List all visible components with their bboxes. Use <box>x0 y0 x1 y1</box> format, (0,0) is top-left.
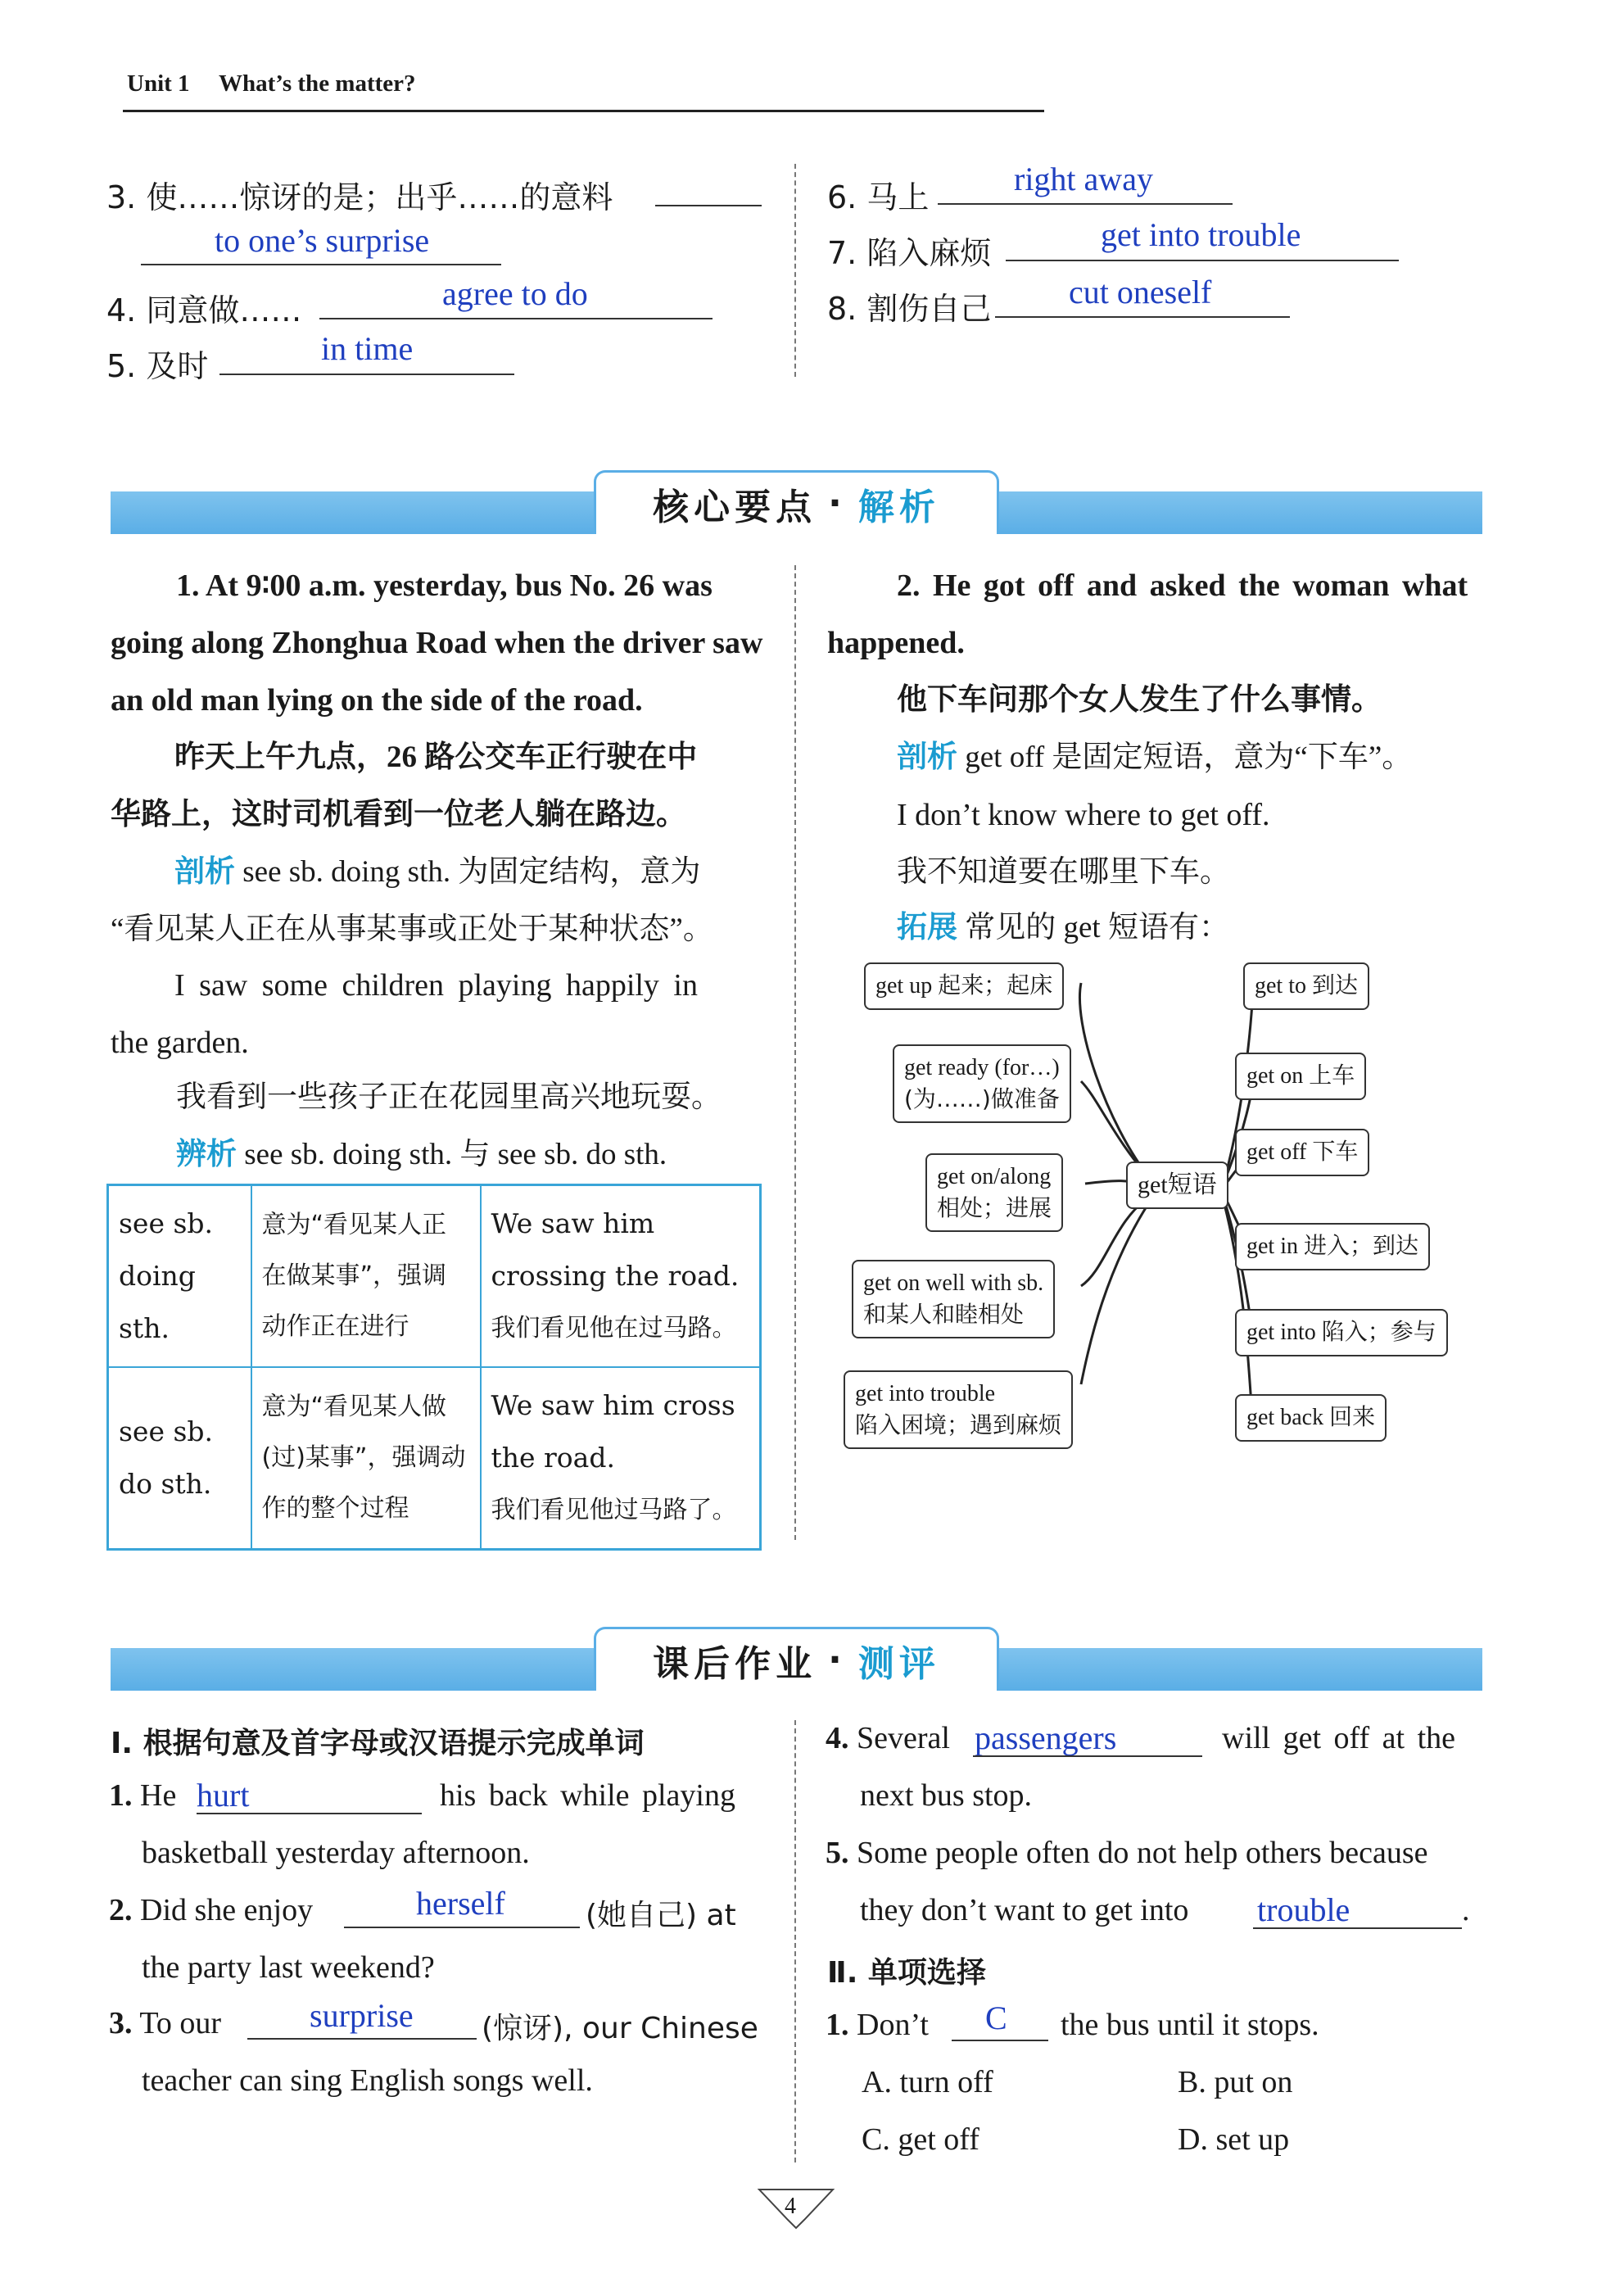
vocab-prompt-4: 4. 同意做…… <box>106 292 302 328</box>
ex1-q1-answer[interactable]: hurt <box>197 1777 250 1814</box>
extend-label: 拓展 <box>897 911 957 944</box>
point2-translation: 他下车问那个女人发生了什么事情。 <box>897 683 1382 717</box>
mindmap-get-into: get into 陷入；参与 <box>1235 1309 1448 1356</box>
ex1-q5-answer[interactable]: trouble <box>1257 1891 1350 1928</box>
point2-example-cn: 我不知道要在哪里下车。 <box>897 855 1230 889</box>
table-cell-example: We saw him cross the road. 我们看见他过马路了。 <box>481 1367 761 1550</box>
vocab-answer-6: right away <box>1014 161 1153 197</box>
vocab-divider <box>794 164 796 377</box>
point2-extend: 拓展 常见的 get 短语有： <box>897 911 1229 944</box>
table-cell-example: We saw him crossing the road. 我们看见他在过马路。 <box>481 1185 761 1368</box>
ex1-q1-post: his back while playing <box>440 1778 735 1813</box>
ex1-q4: 4. Several <box>826 1721 950 1755</box>
point1-example-cn: 我看到一些孩子正在花园里高兴地玩耍。 <box>176 1080 722 1114</box>
vocab-blank-3b[interactable] <box>141 264 501 265</box>
exercise-divider <box>794 1720 796 2162</box>
ex1-q4-post: will get off at the <box>1222 1721 1456 1755</box>
table-cell-structure: see sb. do sth. <box>108 1367 251 1550</box>
vocab-blank-7[interactable] <box>1006 260 1399 261</box>
vocab-answer-7: get into trouble <box>1101 216 1301 253</box>
page-number: 4 <box>785 2194 796 2219</box>
ex1-q2-blank[interactable] <box>344 1927 580 1928</box>
comparison-table <box>106 1184 762 1551</box>
analysis-label: 剖析 <box>174 855 235 889</box>
point1-translation: 昨天上午九点，26 路公交车正行驶在中 华路上，这时司机看到一位老人躺在路边。 <box>111 740 698 831</box>
point2-sentence: 2. He got off and asked the woman what happened. <box>827 568 1468 660</box>
ex2-q1: 1. Don’t <box>826 2008 929 2042</box>
ex1-q4-blank[interactable] <box>973 1755 1202 1757</box>
exercise1-heading: Ⅰ. 根据句意及首字母或汉语提示完成单词 <box>111 1727 645 1760</box>
table-row <box>108 1367 761 1550</box>
ex2-q1-post: the bus until it stops. <box>1061 2008 1319 2042</box>
ex1-q2: 2. Did she enjoy <box>109 1893 314 1927</box>
vocab-answer-3: to one’s surprise <box>215 222 430 259</box>
ex1-q3-line2: teacher can sing English songs well. <box>142 2063 593 2098</box>
vocab-blank-5[interactable] <box>219 374 514 375</box>
table-row <box>108 1185 761 1368</box>
vocab-answer-4: agree to do <box>442 275 588 312</box>
mindmap-center: get短语 <box>1126 1162 1228 1209</box>
table-cell-meaning: 意为“看见某人正在做某事”，强调动作正在进行 <box>251 1185 481 1368</box>
mindmap-get-on-along: get on/along 相处；进展 <box>925 1153 1063 1232</box>
compare-label: 辨析 <box>176 1138 237 1171</box>
vocab-prompt-7: 7. 陷入麻烦 <box>827 235 992 271</box>
point1-example: I saw some children playing happily in the garden. <box>111 968 698 1060</box>
vocab-blank-3a[interactable] <box>655 205 762 206</box>
vocab-prompt-6: 6. 马上 <box>827 179 930 215</box>
point2-example: I don’t know where to get off. <box>897 798 1270 832</box>
vocab-prompt-5: 5. 及时 <box>106 348 209 384</box>
point2-analysis: 剖析 get off 是固定短语，意为“下车”。 <box>897 740 1413 774</box>
analysis-label-2: 剖析 <box>897 740 957 774</box>
ex2-q1-answer[interactable]: C <box>985 1999 1007 2036</box>
section-title-1: 核心要点 · 解析 <box>594 470 999 534</box>
ex1-q3-post: (惊讶), our Chinese <box>482 2012 758 2045</box>
ex1-q5-post: . <box>1462 1893 1470 1927</box>
header-rule <box>123 110 1044 112</box>
mindmap-get-on: get on 上车 <box>1235 1053 1366 1100</box>
page-number-badge <box>755 2185 837 2235</box>
mindmap-get-on-well: get on well with sb. 和某人和睦相处 <box>852 1260 1055 1338</box>
ex1-q3: 3. To our <box>109 2006 222 2040</box>
ex1-q1: 1. He <box>109 1778 177 1813</box>
ex1-q5-line2: they don’t want to get into <box>860 1893 1189 1927</box>
point1-analysis: 剖析 see sb. doing sth. 为固定结构，意为 “看见某人正在从事某事或正处于某种状态”。 <box>111 855 713 946</box>
mindmap-get-up: get up 起来；起床 <box>864 962 1064 1010</box>
vocab-prompt-8: 8. 割伤自己 <box>827 291 992 327</box>
option-b[interactable]: B. put on <box>1178 2065 1293 2099</box>
ex2-q1-blank[interactable] <box>952 2040 1048 2041</box>
unit-title: What’s the matter? <box>219 70 416 97</box>
ex1-q2-post: (她自己) at <box>586 1899 736 1932</box>
table-cell-meaning: 意为“看见某人做(过)某事”，强调动作的整个过程 <box>251 1367 481 1550</box>
ex1-q5-blank[interactable] <box>1253 1927 1462 1929</box>
point1-compare: 辨析 see sb. doing sth. 与 see sb. do sth. <box>176 1138 667 1171</box>
ex1-q3-blank[interactable] <box>247 2038 477 2040</box>
vocab-answer-8: cut oneself <box>1069 274 1212 310</box>
unit-label: Unit 1 <box>127 70 190 97</box>
vocab-blank-4[interactable] <box>319 318 713 319</box>
vocab-blank-6[interactable] <box>938 203 1233 205</box>
vocab-answer-5: in time <box>321 330 414 367</box>
mindmap-get-back: get back 回来 <box>1235 1394 1387 1442</box>
ex1-q2-answer[interactable]: herself <box>416 1885 505 1922</box>
mindmap-get-ready: get ready (for…) (为……)做准备 <box>893 1044 1071 1123</box>
ex1-q3-answer[interactable]: surprise <box>310 1997 414 2034</box>
mindmap-get-off: get off 下车 <box>1235 1129 1369 1176</box>
section-title-2: 课后作业 · 测评 <box>594 1627 999 1691</box>
points-divider <box>794 565 796 1540</box>
option-a[interactable]: A. turn off <box>862 2065 993 2099</box>
ex1-q2-line2: the party last weekend? <box>142 1950 435 1985</box>
option-c[interactable]: C. get off <box>862 2122 979 2157</box>
ex1-q4-answer[interactable]: passengers <box>975 1719 1117 1756</box>
table-cell-structure: see sb. doing sth. <box>108 1185 251 1368</box>
ex1-q5: 5. Some people often do not help others because <box>826 1836 1428 1870</box>
vocab-prompt-3: 3. 使……惊讶的是；出乎……的意料 <box>106 179 613 215</box>
exercise2-heading: Ⅱ. 单项选择 <box>827 1956 986 1990</box>
point1-sentence: 1. At 9∶00 a.m. yesterday, bus No. 26 was going along Zhonghua Road when the driver saw an old man lying on the side of the road. <box>111 568 763 718</box>
mindmap-get-to: get to 到达 <box>1243 962 1369 1010</box>
vocab-blank-8[interactable] <box>995 316 1290 318</box>
ex1-q4-line2: next bus stop. <box>860 1778 1033 1813</box>
mindmap-get-into-trouble: get into trouble 陷入困境；遇到麻烦 <box>844 1370 1073 1449</box>
option-d[interactable]: D. set up <box>1178 2122 1290 2157</box>
ex1-q1-blank[interactable] <box>197 1813 422 1814</box>
mindmap-get-in: get in 进入；到达 <box>1235 1223 1430 1270</box>
ex1-q1-line2: basketball yesterday afternoon. <box>142 1836 530 1870</box>
